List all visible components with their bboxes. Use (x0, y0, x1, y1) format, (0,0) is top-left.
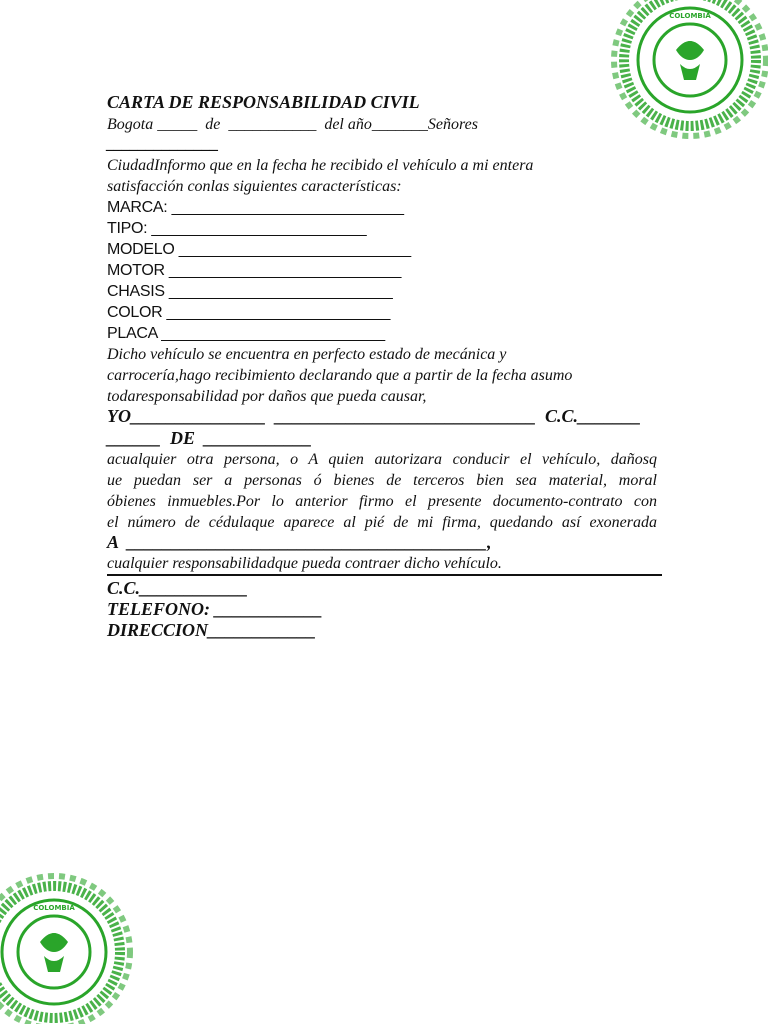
city-date-line[interactable]: Bogota _____ de ___________ del año_______Señores (107, 116, 478, 133)
signature-rule (107, 574, 662, 576)
recipient-blank[interactable]: ______________ (107, 136, 219, 153)
telefono-line[interactable]: TELEFONO: ____________ (107, 599, 323, 619)
field-modelo[interactable]: MODELO ___________________________ (107, 241, 411, 258)
de-line[interactable]: ______ DE ____________ (107, 428, 313, 448)
document-title: CARTA DE RESPONSABILIDAD CIVIL (107, 92, 420, 112)
seal-stamp-top-right (598, 0, 768, 150)
paragraph2-line-3: óbienes inmuebles.Por lo anterior firmo el presente documento-contrato con (107, 493, 657, 510)
field-chasis[interactable]: CHASIS __________________________ (107, 283, 393, 300)
a-blank-line[interactable]: A ________________________________________, (107, 532, 492, 552)
field-motor[interactable]: MOTOR ___________________________ (107, 262, 402, 279)
field-tipo[interactable]: TIPO: _________________________ (107, 220, 367, 237)
cc-line[interactable]: C.C.____________ (107, 578, 249, 598)
seal-stamp-bottom-left (0, 848, 150, 1024)
paragraph1-line-3: todaresponsabilidad por daños que pueda causar, (107, 388, 427, 405)
intro-line-2: satisfacción conlas siguientes características: (107, 178, 402, 195)
field-color[interactable]: COLOR __________________________ (107, 304, 391, 321)
paragraph2-line-4: el número de cédulaque aparece al pié de mi firma, quedando así exonerada (107, 514, 657, 531)
paragraph1-line-2: carrocería,hago recibimiento declarando que a partir de la fecha asumo (107, 367, 573, 384)
field-marca[interactable]: MARCA: ___________________________ (107, 199, 404, 216)
intro-line-1: CiudadInformo que en la fecha he recibido el vehículo a mi entera (107, 157, 534, 174)
paragraph2-line-2: ue puedan ser a personas ó bienes de terceros bien sea material, moral (107, 472, 657, 489)
field-placa[interactable]: PLACA __________________________ (107, 325, 385, 342)
paragraph3-line-1: cualquier responsabilidadque pueda contraer dicho vehículo. (107, 555, 502, 572)
svg-text:COLOMBIA: COLOMBIA (669, 12, 711, 20)
yo-signature-line[interactable]: YO_______________ _____________________________ C.C._______ (107, 406, 642, 426)
svg-text:COLOMBIA: COLOMBIA (33, 904, 75, 912)
paragraph2-line-1: acualquier otra persona, o A quien autorizara conducir el vehículo, dañosq (107, 451, 657, 468)
paragraph1-line-1: Dicho vehículo se encuentra en perfecto estado de mecánica y (107, 346, 507, 363)
direccion-line[interactable]: DIRECCION____________ (107, 620, 317, 640)
